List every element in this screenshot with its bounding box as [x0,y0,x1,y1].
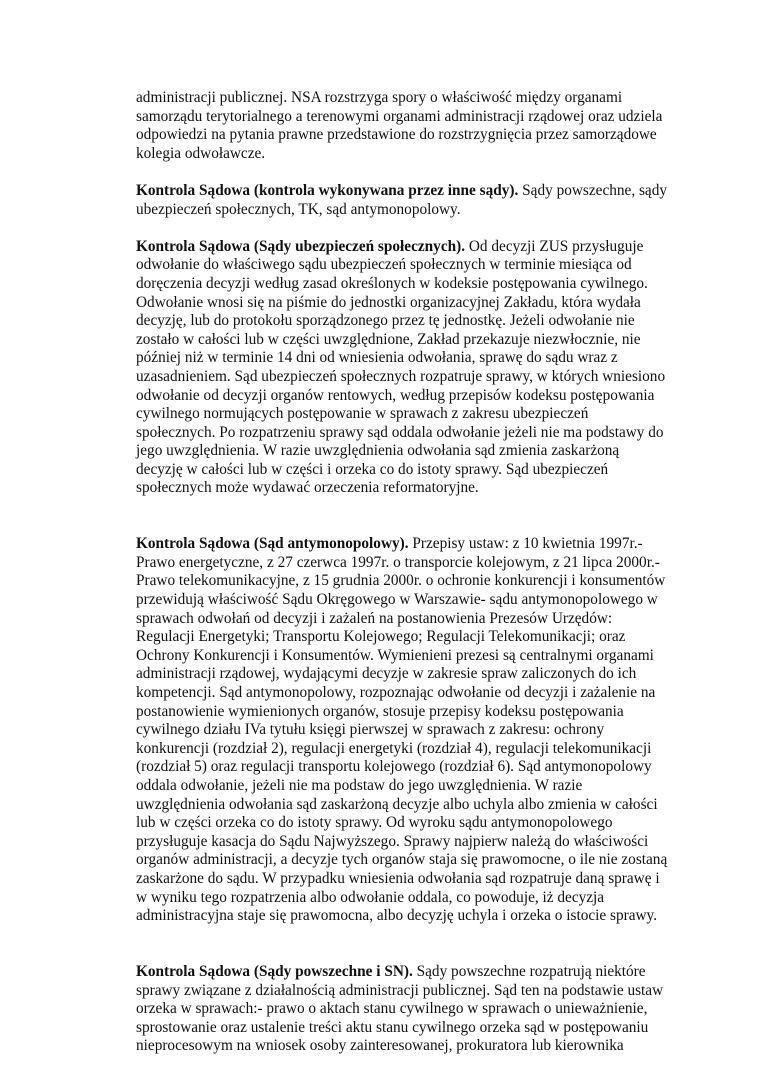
paragraph-sady-ubezpieczen [136,238,676,517]
text-line: samorządu terytorialnego a terenowymi organami administracji rządowej oraz udziela [136,107,663,125]
text-line: ubezpieczeń społecznych, TK, sąd antymonopolowy. [136,200,461,218]
text-line: Przepisy ustaw: z 10 kwietnia 1997r.- [408,535,643,553]
text-line: sprawach odwołań od decyzji i zażaleń na postanowienia Prezesów Urzędów: [136,609,613,627]
text-line: sprawy związane z działalnością administracji publicznej. Sąd ten na podstawie ustaw [136,981,664,999]
text-line: społecznych. Po rozpatrzeniu sprawy sąd oddala odwołanie jeżeli nie ma podstawy do [136,423,664,441]
text-line: doręczenia decyzji według zasad określonych w kodeksie postępowania cywilnego. [136,274,648,292]
text-line: administracji rządowej, wydającymi decyzje w zakresie spraw zaliczonych do ich [136,665,637,683]
document-body [136,89,676,1074]
text-line: zaskarżone do sądu. W przypadku wniesienia odwołania sąd rozpatruje daną sprawę i [136,869,660,887]
paragraph-heading: Kontrola Sądowa (Sądy powszechne i SN). [136,962,413,980]
text-line: oddala odwołanie, jeżeli nie ma podstaw do jego uwzględnienia. W razie [136,776,583,794]
paragraph-sad-antymonopolowy [136,535,676,944]
paragraph-inne-sady [136,182,676,219]
paragraph-heading: Kontrola Sądowa (kontrola wykonywana przez inne sądy). [136,181,519,199]
text-line: Sądy powszechne, sądy [518,181,668,199]
text-line: jego uwzględnienia. W razie uwzględnienia odwołania sąd zmienia zaskarżoną [136,442,620,460]
text-line: odpowiedzi na pytania prawne przedstawione do rozstrzygnięcia przez samorządowe [136,126,657,144]
text-line: kolegia odwoławcze. [136,144,266,162]
text-line: społecznych może wydawać orzeczenia reformatoryjne. [136,479,479,497]
text-line: Od decyzji ZUS przysługuje [465,237,644,255]
text-line: lub w części orzeka co do istoty sprawy. Od wyroku sądu antymonopolowego [136,814,613,832]
text-line: sprostowanie oraz ustalenie treści aktu stanu cywilnego orzeka sąd w postępowaniu [136,1018,649,1036]
text-line: administracji publicznej. NSA rozstrzyga spory o właściwość między organami [136,89,623,106]
text-line: orzeka w sprawach:- prawo o aktach stanu cywilnego w sprawach o unieważnienie, [136,1000,648,1018]
text-line: konkurencji (rozdział 2), regulacji energetyki (rozdział 4), regulacji telekomunikacji [136,739,652,757]
text-line: uzasadnieniem. Sąd ubezpieczeń społecznych rozpatruje sprawy, w których wniesiono [136,367,666,385]
text-line: odwołanie do właściwego sądu ubezpieczeń społecznych w terminie miesiąca od [136,256,632,274]
text-line: decyzję, lub do protokołu sporządzonego przez tę jednostkę. Jeżeli odwołanie nie [136,312,635,330]
paragraph-nsa [136,89,676,163]
text-line [136,498,676,517]
text-line: zostało w całości lub w części uwzględnione, Zakład przekazuje niezwłocznie, nie [136,330,641,348]
text-line: Ochrony Konkurencji i Konsumentów. Wymienieni prezesi są centralnymi organami [136,646,654,664]
text-line [136,926,676,945]
text-line: cywilnego działu IVa tytułu księgi pierwszej w sprawach z zakresu: ochrony [136,721,605,739]
text-line: Prawo telekomunikacyjne, z 15 grudnia 2000r. o ochronie konkurencji i konsumentów [136,572,666,590]
text-line: Odwołanie wnosi się na piśmie do jednostki organizacyjnej Zakładu, która wydała [136,293,641,311]
text-line: Regulacji Energetyki; Transportu Kolejowego; Regulacji Telekomunikacji; oraz [136,628,626,646]
text-line: (rozdział 5) oraz regulacji transportu kolejowego (rozdział 6). Sąd antymonopolowy [136,758,652,776]
text-line: administracyjna staje się prawomocna, albo decyzję uchyla i orzeka o istocie sprawy. [136,907,658,925]
text-line: kompetencji. Sąd antymonopolowy, rozpoznając odwołanie od decyzji i zażalenie na [136,684,656,701]
paragraph-heading: Kontrola Sądowa (Sądy ubezpieczeń społecznych). [136,237,466,255]
paragraph-heading: Kontrola Sądowa (Sąd antymonopolowy). [136,535,409,553]
text-line: w wyniku tego rozpatrzenia albo odwołanie oddala, co powoduje, iż decyzja [136,888,605,906]
text-line: organów administracji, a decyzje tych organów staja się prawomocne, o ile nie zostaną [136,851,668,869]
text-line: nieprocesowym na wniosek osoby zainteresowanej, prokuratora lub kierownika [136,1037,624,1055]
text-line: później niż w terminie 14 dni od wniesienia odwołania, sprawę do sądu wraz z [136,349,618,367]
text-line: odwołanie od decyzji organów rentowych, według przepisów kodeksu postępowania [136,386,655,404]
text-line: decyzję w całości lub w części i orzeka co do istoty sprawy. Sąd ubezpieczeń [136,460,609,478]
text-line: postanowienie wymienionych organów, stosuje przepisy kodeksu postępowania [136,702,624,720]
text-line: Sądy powszechne rozpatrują niektóre [412,962,646,980]
text-line: przysługuje kasacja do Sądu Najwyższego. Sprawy najpierw należą do właściwości [136,832,649,850]
text-line: uwzględnienia odwołania sąd zaskarżoną decyzje albo uchyla albo zmienia w całości [136,795,658,813]
text-line: cywilnego normujących postępowanie w sprawach z zakresu ubezpieczeń [136,405,589,423]
text-line: przewidują właściwość Sądu Okręgowego w Warszawie- sądu antymonopolowego w [136,591,658,609]
text-line: Prawo energetyczne, z 27 czerwca 1997r. o transporcie kolejowym, z 21 lipca 2000r.- [136,553,660,571]
paragraph-sady-powszechne [136,963,676,1056]
